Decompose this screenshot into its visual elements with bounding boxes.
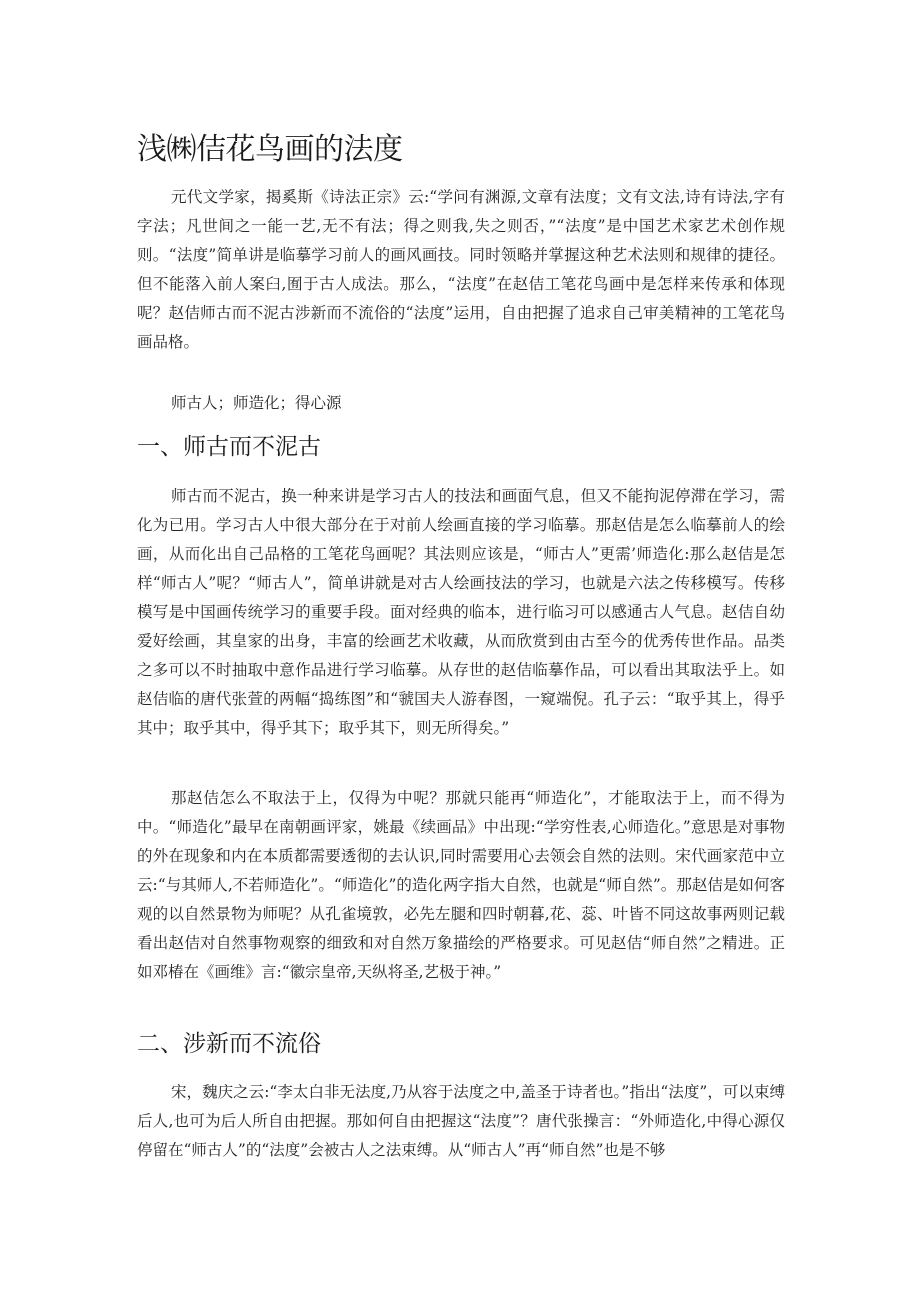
section-heading-1: 一、师古而不泥古	[137, 434, 321, 460]
section-heading-2: 二、涉新而不流俗	[137, 1031, 321, 1057]
keywords-line: 师古人；师造化；得心源	[171, 394, 342, 412]
section-1-paragraph-1: 师古而不泥古，换一种来讲是学习古人的技法和画面气息，但又不能拘泥停滞在学习，需化为已用。学习古人中很大部分在于对前人绘画直接的学习临摹。那赵佶是怎么临摹前人的绘画，从而化出自己品格的工笔花鸟画呢？其法则应该是，“师古人”更需’师造化:那么赵佶是怎样“师古人”呢？“师古人”，简单讲就是对古人绘画技法的学习，也就是六法之传移模写。传移模写是中国画传统学习的重要手段。面对经典的临本，进行临习可以感通古人气息。赵佶自幼爱好绘画，其皇家的出身，丰富的绘画艺术收藏，从而欣赏到由古至今的优秀传世作品。品类之多可以不时抽取中意作品进行学习临摹。从存世的赵佶临摹作品，可以看出其取法乎上。如赵佶临的唐代张萱的两幅“捣练图”和“虢国夫人游春图，一窥端倪。孔子云：“取乎其上，得乎其中；取乎其中，得乎其下；取乎其下，则无所得矣。”	[137, 487, 785, 737]
section-2-paragraph-1: 宋，魏庆之云:“李太白非无法度,乃从容于法度之中,盖圣于诗者也。”指出“法度”，可以束缚后人,也可为后人所自由把握。那如何自由把握这“法度”？唐代张操言：“外师造化,中得心源仅停留在“师古人”的“法度”会被古人之法束缚。从“师古人”再“师自然”也是不够	[137, 1083, 785, 1159]
intro-paragraph: 元代文学家，揭奚斯《诗法正宗》云:“学问有渊源,文章有法度；文有文法,诗有诗法,字有字法；凡世间之一能一艺,无不有法；得之则我,失之则否，”“法度”是中国艺术家艺术创作规则。“法度”简单讲是临摹学习前人的画风画技。同时领略并掌握这种艺术法则和规律的捷径。但不能落入前人案臼,囿于古人成法。那么，“法度”在赵佶工笔花鸟画中是怎样来传承和体现呢？赵佶师古而不泥古涉新而不流俗的“法度”运用，自由把握了追求自己审美精神的工笔花鸟画品格。	[137, 188, 785, 351]
document-title: 浅㈱佶花鸟画的法度	[137, 132, 403, 167]
section-1-paragraph-2: 那赵佶怎么不取法于上，仅得为中呢？那就只能再“师造化”，才能取法于上，而不得为中。“师造化”最早在南朝画评家，姚最《续画品》中出现:“学穷性表,心师造化。”意思是对事物的外在现象和内在本质都需要透彻的去认识,同时需要用心去领会自然的法则。宋代画家范中立云:“与其师人,不若师造化”。“师造化”的造化两字指大自然，也就是“师自然”。那赵佶是如何客观的以自然景物为师呢？从孔雀境敦，必先左腿和四时朝暮,花、蕊、叶皆不同这故事两则记载看出赵佶对自然事物观察的细致和对自然万象描绘的严格要求。可见赵佶“师自然”之精进。正如邓椿在《画维》言:“徽宗皇帝,天纵将圣,艺极于神。”	[137, 789, 785, 981]
